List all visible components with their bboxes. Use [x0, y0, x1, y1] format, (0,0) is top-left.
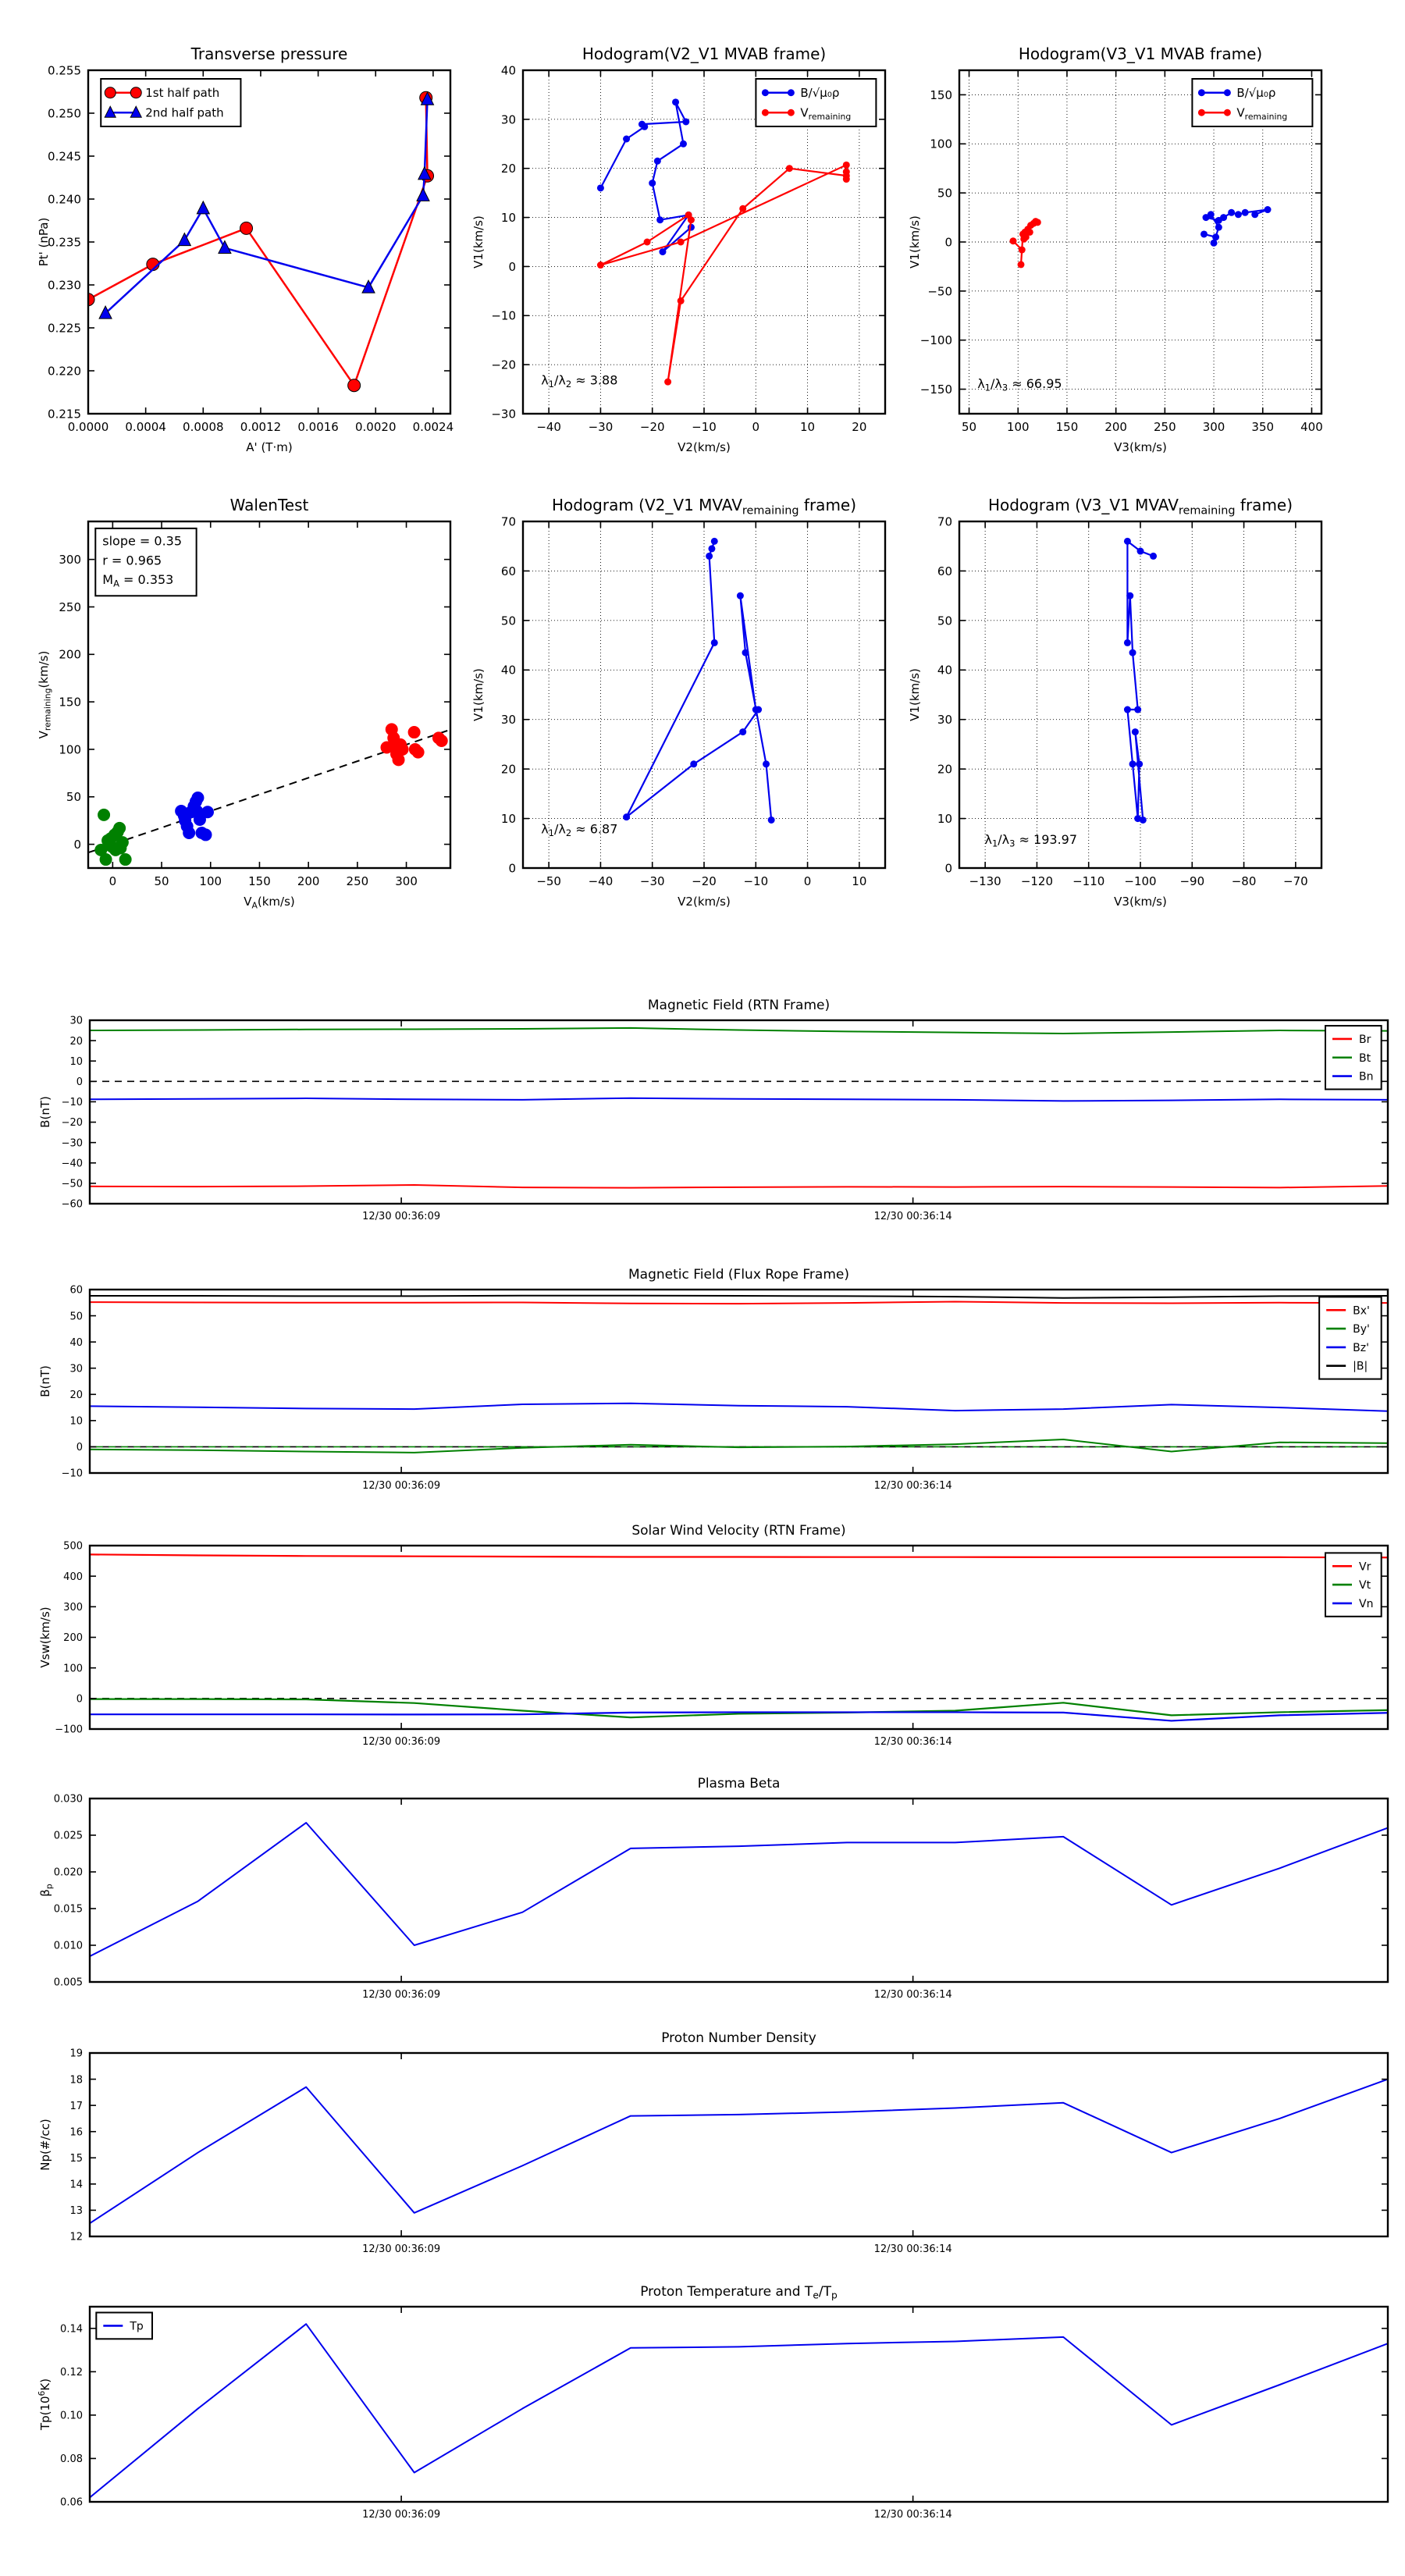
svg-text:V2(km/s): V2(km/s) — [678, 895, 731, 909]
svg-text:V3(km/s): V3(km/s) — [1114, 440, 1167, 454]
svg-text:15: 15 — [69, 2152, 83, 2165]
svg-text:Transverse pressure: Transverse pressure — [190, 44, 348, 63]
svg-text:−40: −40 — [61, 1158, 83, 1170]
svg-text:12/30 00:36:09: 12/30 00:36:09 — [362, 1989, 441, 2001]
svg-text:10: 10 — [500, 210, 516, 225]
svg-text:200: 200 — [59, 647, 81, 662]
svg-text:−40: −40 — [536, 420, 561, 434]
svg-text:Plasma Beta: Plasma Beta — [697, 1776, 781, 1791]
svg-text:50: 50 — [937, 614, 952, 628]
svg-text:12: 12 — [69, 2231, 83, 2243]
svg-text:2nd half path: 2nd half path — [145, 105, 224, 120]
svg-text:50: 50 — [69, 1311, 83, 1323]
svg-text:0.12: 0.12 — [60, 2367, 83, 2379]
svg-text:200: 200 — [63, 1632, 83, 1645]
svg-text:Solar Wind Velocity (RTN Frame: Solar Wind Velocity (RTN Frame) — [631, 1523, 846, 1539]
svg-text:0.0008: 0.0008 — [183, 420, 224, 434]
svg-text:0.230: 0.230 — [48, 278, 81, 293]
svg-text:Hodogram (V3_V1 MVAVremaining: Hodogram (V3_V1 $MVAV_{remaining}$ frame) — [987, 496, 1293, 518]
svg-text:βp: $\beta_p$ — [38, 1884, 55, 1897]
svg-text:40: 40 — [500, 63, 516, 78]
svg-text:−50: −50 — [536, 874, 561, 888]
svg-text:Hodogram(V3_V1 MVAB frame): Hodogram(V3_V1 MVAB frame) — [1018, 44, 1263, 63]
svg-text:0.225: 0.225 — [48, 321, 81, 336]
svg-text:−150: −150 — [919, 382, 952, 397]
hodogram-v3v1-mvab-chart — [902, 31, 1331, 464]
magnetic-field-rtn-chart — [29, 980, 1399, 1226]
svg-text:100: 100 — [59, 742, 81, 757]
svg-text:−20: −20 — [61, 1117, 83, 1130]
svg-text:300: 300 — [395, 874, 418, 888]
svg-text:50: 50 — [937, 186, 952, 201]
svg-text:30: 30 — [69, 1015, 83, 1027]
proton-density-chart — [29, 2012, 1399, 2258]
svg-text:V2(km/s): V2(km/s) — [678, 440, 731, 454]
svg-text:300: 300 — [1202, 420, 1225, 434]
svg-text:Proton Temperature and Te/Tp: Proton Temperature and $T_e/T_p$ — [640, 2284, 838, 2301]
svg-text:50: 50 — [154, 874, 169, 888]
svg-text:250: 250 — [1154, 420, 1176, 434]
svg-text:12/30 00:36:14: 12/30 00:36:14 — [873, 1736, 952, 1748]
svg-text:30: 30 — [69, 1363, 83, 1375]
svg-text:Tp: Tp — [130, 2320, 144, 2333]
svg-text:0.215: 0.215 — [48, 407, 81, 422]
svg-text:60: 60 — [937, 564, 952, 578]
svg-text:0.005: 0.005 — [53, 1976, 83, 1989]
svg-text:150: 150 — [59, 695, 81, 710]
svg-text:10: 10 — [69, 1055, 83, 1068]
svg-text:0.255: 0.255 — [48, 63, 81, 78]
svg-text:0: 0 — [76, 1693, 83, 1706]
svg-text:Bz': Bz' — [1353, 1341, 1369, 1354]
svg-text:0.0004: 0.0004 — [125, 420, 166, 434]
svg-text:|B|: |B| — [1353, 1360, 1368, 1373]
svg-text:0.025: 0.025 — [53, 1830, 83, 1842]
svg-text:−30: −30 — [639, 874, 665, 888]
svg-text:Br: Br — [1359, 1033, 1371, 1046]
svg-text:250: 250 — [59, 600, 81, 614]
svg-text:Magnetic Field (Flux Rope Fram: Magnetic Field (Flux Rope Frame) — [628, 1267, 849, 1283]
svg-text:50: 50 — [961, 420, 977, 434]
svg-text:MA = 0.353: $M_A = 0.353$ — [102, 572, 174, 589]
svg-text:Hodogram(V2_V1 MVAB frame): Hodogram(V2_V1 MVAB frame) — [582, 44, 827, 63]
svg-text:0: 0 — [508, 861, 516, 876]
svg-text:150: 150 — [1055, 420, 1079, 434]
svg-text:λ1/λ3 ≈ 193.97: $\lambda_1/\lambda_3 \approx 193.97$ — [984, 831, 1078, 849]
svg-text:0.0024: 0.0024 — [412, 420, 454, 434]
svg-text:20: 20 — [69, 1389, 83, 1401]
svg-text:100: 100 — [63, 1663, 83, 1675]
svg-text:0.245: 0.245 — [48, 149, 81, 164]
svg-text:Bt: Bt — [1359, 1051, 1371, 1065]
svg-text:50: 50 — [66, 790, 81, 805]
svg-text:−110: −110 — [1072, 874, 1105, 888]
svg-text:−20: −20 — [491, 358, 516, 372]
svg-text:300: 300 — [63, 1602, 83, 1614]
svg-text:12/30 00:36:09: 12/30 00:36:09 — [362, 2509, 441, 2521]
svg-text:r = 0.965: r = 0.965 — [102, 553, 162, 568]
svg-text:A' (T·m): A' (T·m) — [246, 440, 293, 454]
svg-text:70: 70 — [937, 514, 952, 529]
svg-text:0: 0 — [76, 1442, 83, 1454]
svg-text:10: 10 — [69, 1415, 83, 1428]
svg-text:13: 13 — [69, 2205, 83, 2218]
svg-text:0: 0 — [944, 235, 952, 250]
svg-text:200: 200 — [297, 874, 320, 888]
svg-text:20: 20 — [937, 762, 952, 777]
svg-text:250: 250 — [346, 874, 369, 888]
svg-text:20: 20 — [500, 162, 516, 176]
svg-text:10: 10 — [800, 420, 816, 434]
svg-text:Vremaining: $V_{remaining}$ — [1236, 105, 1288, 122]
svg-text:−100: −100 — [55, 1724, 83, 1736]
svg-text:−10: −10 — [61, 1097, 83, 1109]
transverse-pressure-chart — [27, 31, 461, 464]
svg-text:60: 60 — [69, 1284, 83, 1297]
hodogram-v2v1-mvav-chart — [464, 475, 894, 943]
svg-text:0: 0 — [944, 861, 952, 876]
svg-text:500: 500 — [63, 1540, 83, 1553]
svg-text:0: 0 — [76, 1076, 83, 1089]
svg-text:30: 30 — [500, 112, 516, 127]
svg-text:−30: −30 — [588, 420, 614, 434]
svg-text:−10: −10 — [491, 308, 516, 323]
svg-text:−30: −30 — [491, 407, 516, 422]
svg-text:−20: −20 — [639, 420, 665, 434]
svg-text:λ1/λ3 ≈ 66.95: $\lambda_1/\lambda_3 \approx 66.95$ — [977, 376, 1062, 393]
svg-text:12/30 00:36:14: 12/30 00:36:14 — [873, 2243, 952, 2255]
svg-text:17: 17 — [69, 2100, 83, 2112]
svg-text:12/30 00:36:14: 12/30 00:36:14 — [873, 1480, 952, 1492]
svg-text:B/√μ₀ρ: B/√μ₀ρ — [800, 86, 840, 101]
solar-wind-velocity-chart — [29, 1505, 1399, 1751]
svg-text:0: 0 — [108, 874, 117, 888]
svg-text:Np(#/cc): Np(#/cc) — [38, 2119, 52, 2171]
proton-temperature-chart — [29, 2266, 1399, 2524]
svg-text:0: 0 — [752, 420, 760, 434]
svg-text:B(nT): B(nT) — [38, 1096, 52, 1128]
svg-text:Vt: Vt — [1359, 1579, 1371, 1592]
svg-text:V1(km/s): V1(km/s) — [471, 215, 486, 269]
svg-text:12/30 00:36:09: 12/30 00:36:09 — [362, 1736, 441, 1748]
svg-text:350: 350 — [1251, 420, 1275, 434]
svg-text:V1(km/s): V1(km/s) — [471, 668, 486, 721]
svg-text:100: 100 — [1006, 420, 1030, 434]
svg-text:10: 10 — [500, 811, 516, 826]
svg-text:−90: −90 — [1179, 874, 1205, 888]
svg-text:0.250: 0.250 — [48, 106, 81, 121]
svg-text:20: 20 — [852, 420, 867, 434]
svg-text:λ1/λ2 ≈ 6.87: $\lambda_1/\lambda_2 \approx 6.87$ — [541, 821, 618, 839]
svg-text:0.235: 0.235 — [48, 235, 81, 250]
svg-text:100: 100 — [199, 874, 222, 888]
svg-text:Vremaining(km/s): $V_{remaining}(km/s)$ — [37, 650, 53, 739]
svg-text:By': By' — [1353, 1323, 1370, 1336]
svg-text:−10: −10 — [692, 420, 717, 434]
svg-text:0.0012: 0.0012 — [240, 420, 282, 434]
svg-text:40: 40 — [937, 663, 952, 678]
svg-text:40: 40 — [500, 663, 516, 678]
svg-text:30: 30 — [937, 713, 952, 728]
svg-text:−120: −120 — [1020, 874, 1054, 888]
hodogram-v3v1-mvav-chart — [902, 475, 1331, 943]
svg-text:19: 19 — [69, 2048, 83, 2060]
svg-text:0.0000: 0.0000 — [67, 420, 109, 434]
svg-text:0.0020: 0.0020 — [355, 420, 397, 434]
svg-text:12/30 00:36:09: 12/30 00:36:09 — [362, 1211, 441, 1222]
svg-text:400: 400 — [63, 1571, 83, 1583]
svg-text:WalenTest: WalenTest — [229, 496, 309, 514]
svg-text:100: 100 — [930, 137, 952, 151]
svg-text:Vsw(km/s): Vsw(km/s) — [38, 1606, 52, 1668]
plasma-beta-chart — [29, 1758, 1399, 2004]
svg-text:150: 150 — [248, 874, 271, 888]
svg-text:λ1/λ2 ≈ 3.88: $\lambda_1/\lambda_2 \approx 3.88$ — [541, 372, 618, 390]
svg-text:20: 20 — [69, 1035, 83, 1048]
svg-text:Vr: Vr — [1359, 1560, 1371, 1574]
svg-text:Vremaining: $V_{remaining}$ — [800, 105, 852, 122]
svg-text:VA(km/s): $V_A(km/s)$ — [244, 895, 295, 911]
svg-text:10: 10 — [937, 811, 952, 826]
svg-text:−80: −80 — [1231, 874, 1257, 888]
svg-text:−100: −100 — [919, 333, 952, 348]
svg-text:150: 150 — [930, 87, 952, 102]
svg-text:12/30 00:36:09: 12/30 00:36:09 — [362, 2243, 441, 2255]
svg-text:1st half path: 1st half path — [145, 86, 220, 101]
svg-text:0.010: 0.010 — [53, 1940, 83, 1952]
svg-text:−20: −20 — [692, 874, 717, 888]
svg-text:−130: −130 — [969, 874, 1001, 888]
svg-text:200: 200 — [1104, 420, 1127, 434]
svg-text:12/30 00:36:14: 12/30 00:36:14 — [873, 1989, 952, 2001]
svg-text:70: 70 — [500, 514, 516, 529]
svg-text:0.06: 0.06 — [60, 2496, 83, 2509]
svg-text:−50: −50 — [61, 1178, 83, 1190]
walen-test-chart — [27, 475, 461, 943]
svg-text:Magnetic Field (RTN Frame): Magnetic Field (RTN Frame) — [647, 998, 831, 1013]
svg-text:B(nT): B(nT) — [38, 1365, 52, 1397]
svg-text:0: 0 — [73, 837, 81, 852]
svg-text:40: 40 — [69, 1336, 83, 1349]
svg-text:V1(km/s): V1(km/s) — [908, 668, 922, 721]
svg-text:10: 10 — [852, 874, 867, 888]
svg-text:Vn: Vn — [1359, 1597, 1374, 1610]
svg-text:0.08: 0.08 — [60, 2453, 83, 2466]
svg-text:0.240: 0.240 — [48, 192, 81, 207]
svg-text:0.015: 0.015 — [53, 1903, 83, 1916]
svg-text:Tp(106K): $Tp(10^6K)$ — [37, 2378, 52, 2431]
svg-text:slope = 0.35: slope = 0.35 — [102, 533, 183, 549]
svg-text:0: 0 — [803, 874, 812, 888]
svg-text:0.220: 0.220 — [48, 364, 81, 379]
svg-text:60: 60 — [500, 564, 516, 578]
svg-text:−30: −30 — [61, 1137, 83, 1150]
svg-text:16: 16 — [69, 2126, 83, 2139]
svg-text:20: 20 — [500, 762, 516, 777]
svg-text:300: 300 — [59, 553, 81, 568]
svg-text:−10: −10 — [61, 1468, 83, 1480]
svg-text:18: 18 — [69, 2074, 83, 2087]
svg-text:0.020: 0.020 — [53, 1866, 83, 1879]
svg-text:30: 30 — [500, 713, 516, 728]
svg-text:−60: −60 — [61, 1198, 83, 1211]
svg-text:400: 400 — [1300, 420, 1323, 434]
svg-text:−70: −70 — [1283, 874, 1308, 888]
svg-text:−40: −40 — [588, 874, 614, 888]
svg-text:0.030: 0.030 — [53, 1793, 83, 1806]
svg-text:12/30 00:36:14: 12/30 00:36:14 — [873, 1211, 952, 1222]
svg-text:50: 50 — [500, 614, 516, 628]
svg-text:−100: −100 — [1124, 874, 1157, 888]
svg-text:Hodogram (V2_V1 MVAVremaining: Hodogram (V2_V1 $MVAV_{remaining}$ frame) — [551, 496, 857, 518]
svg-text:V3(km/s): V3(km/s) — [1114, 895, 1167, 909]
svg-text:Proton Number Density: Proton Number Density — [661, 2030, 816, 2046]
svg-text:14: 14 — [69, 2179, 83, 2191]
svg-text:0.14: 0.14 — [60, 2323, 83, 2336]
svg-text:Pt' (nPa): Pt' (nPa) — [37, 217, 51, 267]
svg-text:0.10: 0.10 — [60, 2410, 83, 2422]
svg-text:Bn: Bn — [1359, 1070, 1374, 1083]
magnetic-field-fluxrope-chart — [29, 1249, 1399, 1495]
svg-text:12/30 00:36:14: 12/30 00:36:14 — [873, 2509, 952, 2521]
svg-text:V1(km/s): V1(km/s) — [908, 215, 922, 269]
svg-text:Bx': Bx' — [1353, 1304, 1370, 1318]
svg-text:0.0016: 0.0016 — [297, 420, 339, 434]
svg-text:0: 0 — [508, 259, 516, 274]
svg-text:B/√μ₀ρ: B/√μ₀ρ — [1236, 86, 1276, 101]
svg-text:−10: −10 — [743, 874, 769, 888]
hodogram-v2v1-mvab-chart — [464, 31, 894, 464]
svg-text:−50: −50 — [927, 284, 952, 299]
svg-text:12/30 00:36:09: 12/30 00:36:09 — [362, 1480, 441, 1492]
